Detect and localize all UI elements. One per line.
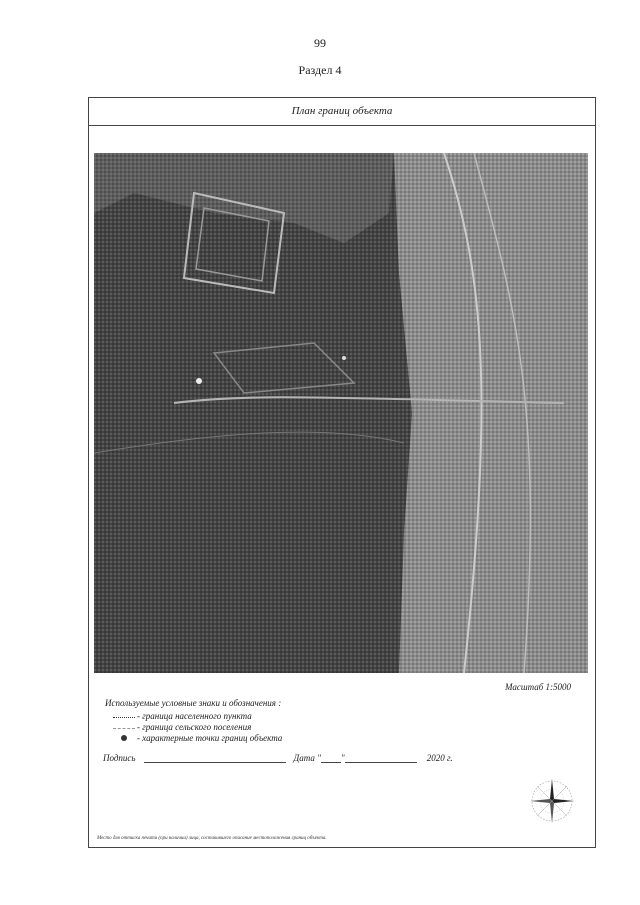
date-month-field — [345, 753, 417, 763]
signature-label: Подпись — [103, 753, 136, 763]
section-title: Раздел 4 — [298, 63, 342, 77]
dotted-line-icon — [113, 713, 135, 718]
legend-title: Используемые условные знаки и обозначения : — [105, 698, 282, 708]
frame-header: План границ объекта — [89, 98, 595, 126]
legend-item-label: - граница сельского поселения — [137, 721, 252, 732]
legend-item-label: - характерные точки границ объекта — [137, 732, 283, 743]
point-icon — [113, 734, 135, 742]
legend-item — [105, 732, 282, 743]
dash-dot-line-icon — [113, 724, 135, 729]
map-scale: Масштаб 1:5000 — [504, 682, 571, 692]
legend-item-label: - граница населенного пункта — [137, 710, 252, 721]
date-quote: " — [340, 753, 345, 763]
satellite-map — [94, 153, 588, 673]
legend — [105, 698, 282, 743]
legend-item — [105, 710, 282, 721]
footnote: Место для оттиска печати (при наличии) лица, составившего описание местоположения границ объекта. — [97, 836, 327, 841]
date-year: 2020 г. — [426, 753, 453, 763]
page-number: 99 — [314, 36, 326, 50]
date-day-field — [321, 753, 341, 763]
legend-item — [105, 721, 282, 732]
date-label: Дата " — [293, 753, 321, 763]
signature-line — [103, 753, 453, 763]
compass-rose-icon — [527, 776, 577, 826]
document-frame — [88, 97, 596, 848]
signature-field — [144, 753, 286, 763]
